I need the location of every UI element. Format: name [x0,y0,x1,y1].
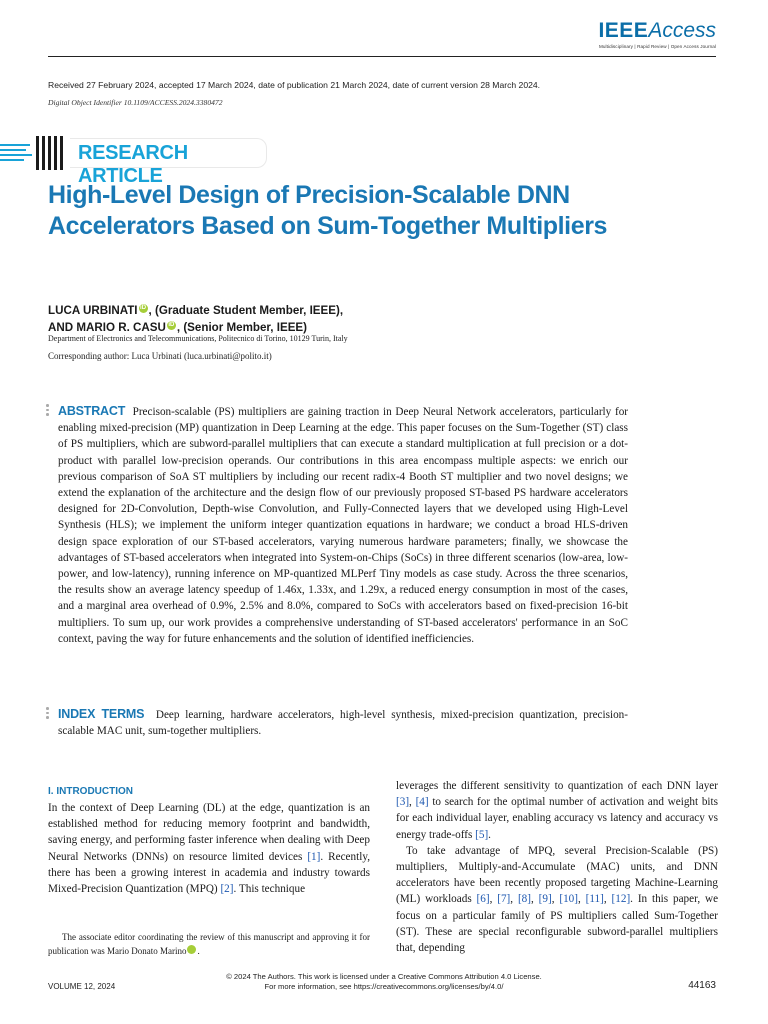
doi-line: Digital Object Identifier 10.1109/ACCESS.2024.3380472 [48,98,223,107]
article-type-label: RESEARCH ARTICLE [78,142,188,187]
author-name: LUCA URBINATI [48,304,138,317]
brand-light: Access [648,19,716,42]
section-dots-icon [46,404,49,418]
citation-link[interactable]: [9] [538,893,552,906]
paper-title: High-Level Design of Precision-Scalable DNN Accelerators Based on Sum-Together Multipliers [48,181,608,240]
header-rule [48,56,716,57]
body-column-left [48,800,370,897]
affiliation: Department of Electronics and Telecommunications, Politecnico di Torino, 10129 Turin, Italy [48,334,348,343]
footnote-text: The associate editor coordinating the review of this manuscript and approving it for publication was Mario Donato Marino [48,932,370,956]
paragraph [396,843,718,956]
orcid-icon[interactable]: iD [187,945,196,954]
citation-link[interactable]: [6] [476,893,490,906]
body-text: . In this paper, we focus on a particular family of PS multipliers called Sum-Together (ST). These are special reconfigurable subword-parallel multipliers that, depending [396,893,719,955]
article-type-box [70,138,267,187]
body-text: . This technique [233,883,306,896]
citation-link[interactable]: [11] [585,893,604,906]
orcid-icon[interactable]: iD [140,305,147,312]
index-terms-text: Deep learning, hardware accelerators, high-level synthesis, mixed-precision quantization, precision-scalable MAC unit, sum-together multipliers. [58,709,628,738]
citation-link[interactable]: [2] [220,883,234,896]
citation-link[interactable]: [12] [611,893,631,906]
citation-link[interactable]: [8] [517,893,531,906]
body-text: , [530,893,539,906]
section-heading: I. INTRODUCTION [48,786,133,797]
body-text: , [551,893,560,906]
abstract-text: Precison-scalable (PS) multipliers are gaining traction in Deep Neural Network accelerators, particularly for enabling mixed-precision (MP) quantization in Deep Learning at the edge. This paper focuses on the Sum-Together (ST) class of PS multipliers, which are subword-parallel multipliers that can execute a standard multiplication at full precision or a dot-product with parallel low-precision operands. Our contributions in this area encompass multiple aspects: we enrich our previous comparison of SoA ST multipliers by including our recent radix-4 Booth ST multiplier and two novel designs; we extend the explanation of the architecture and the design flow of our previously proposed ST-based PS hardware accelerators designed for 2D-Convolution, Depth-wise Convolution, and Fully-Connected layers that we developed using High-Level Synthesis (HLS); we implement the uniform integer quantization equations in hardware; we conduct a broad HLS-driven design space exploration of our ST-based accelerators, varying numerous hardware parameters; finally, we showcase the advantages of ST-based accelerators when integrated into System-on-Chips (SoCs) in three different scenarios (low-area, low-power, and low-latency), running inference on MP-quantized MLPerf Tiny models as case study. Across the three scenarios, the results show an average latency speedup of 1.46x, 1.33x, and 1.29x, a reduced energy consumption in most of the cases, and a marginal area overhead of 0.9%, 2.5% and 8.0%, compared to SoCs with accelerators based on fixed-precision 16-bit multipliers. To sum up, our work provides a comprehensive understanding of ST-based accelerators' performance in an SoC context, paving the way for future enhancements and the solution of identified inefficiencies. [58,406,629,645]
body-column-right [396,778,718,956]
citation-link[interactable]: [7] [497,893,511,906]
banner-stripe [42,136,45,170]
corresponding-author: Corresponding author: Luca Urbinati (luca.urbinati@polito.it) [48,351,272,361]
index-terms-label: INDEX TERMS [58,707,145,721]
journal-logo [598,20,716,49]
body-text: . [488,828,491,841]
abstract-label: ABSTRACT [58,404,126,418]
editor-footnote: The associate editor coordinating the review of this manuscript and approving it for publication was Mario Donato Marino iD. [48,932,370,956]
journal-tagline: Multidisciplinary | Rapid Review | Open Access Journal [598,44,716,49]
body-text: , [603,893,612,906]
body-text: . Recently, there has been a growing interest in academia and industry towards Mixed-Precision Quantization (MPQ) [48,850,370,896]
body-text: , [409,796,416,809]
article-type-banner [0,136,270,187]
received-dates: Received 27 February 2024, accepted 17 March 2024, date of publication 21 March 2024, date of current version 28 March 2024. [48,80,541,90]
body-text: To take advantage of MPQ, several Precision-Scalable (PS) multipliers, Multiply-and-Accumulate (MAC) units, and DNN accelerators have been recently proposed targeting Machine-Learning (ML) workloads [396,844,718,906]
author-name: AND MARIO R. CASU [48,321,166,334]
body-text: , [510,893,518,906]
license-line: © 2024 The Authors. This work is licensed under a Creative Commons Attribution 4.0 License. [226,972,542,981]
author-list [48,302,343,336]
volume-label: VOLUME 12, 2024 [48,982,116,991]
paragraph [396,778,718,843]
index-terms [58,706,628,739]
citation-link[interactable]: [1] [307,850,321,863]
author-role: , (Graduate Student Member, IEEE), [148,304,344,317]
body-text: to search for the optimal number of activation and weight bits for each individual layer, enabling accuracy vs latency and accuracy vs energy trade-offs [396,796,718,841]
banner-stripe [36,136,39,170]
citation-link[interactable]: [4] [415,796,429,809]
banner-dash [0,154,32,156]
banner-dash [0,144,30,146]
banner-stripe [48,136,51,170]
body-text: , [577,893,586,906]
banner-dash [0,159,24,161]
orcid-icon[interactable]: iD [168,322,175,329]
citation-link[interactable]: [3] [396,796,410,809]
citation-link[interactable]: [5] [475,828,489,841]
abstract [58,403,628,647]
body-text: In the context of Deep Learning (DL) at the edge, quantization is an established method for reducing memory footprint and bandwidth, saving energy, and performing faster inference when dealing with Deep Neural Networks (DNNs) on resource limited devices [48,802,370,863]
banner-stripe [54,136,57,170]
brand-bold: IEEE [598,19,649,42]
citation-link[interactable]: [10] [559,893,578,906]
license-link[interactable]: For more information, see https://creativecommons.org/licenses/by/4.0/ [264,982,504,991]
banner-dash [0,149,26,151]
section-dots-icon [46,707,49,721]
author-role: , (Senior Member, IEEE) [176,321,308,334]
page-number: 44163 [688,980,716,991]
license-notice [0,972,768,992]
banner-stripe [60,136,63,170]
body-text: leverages the different sensitivity to quantization of each DNN layer [396,780,718,792]
body-text: , [489,893,498,906]
